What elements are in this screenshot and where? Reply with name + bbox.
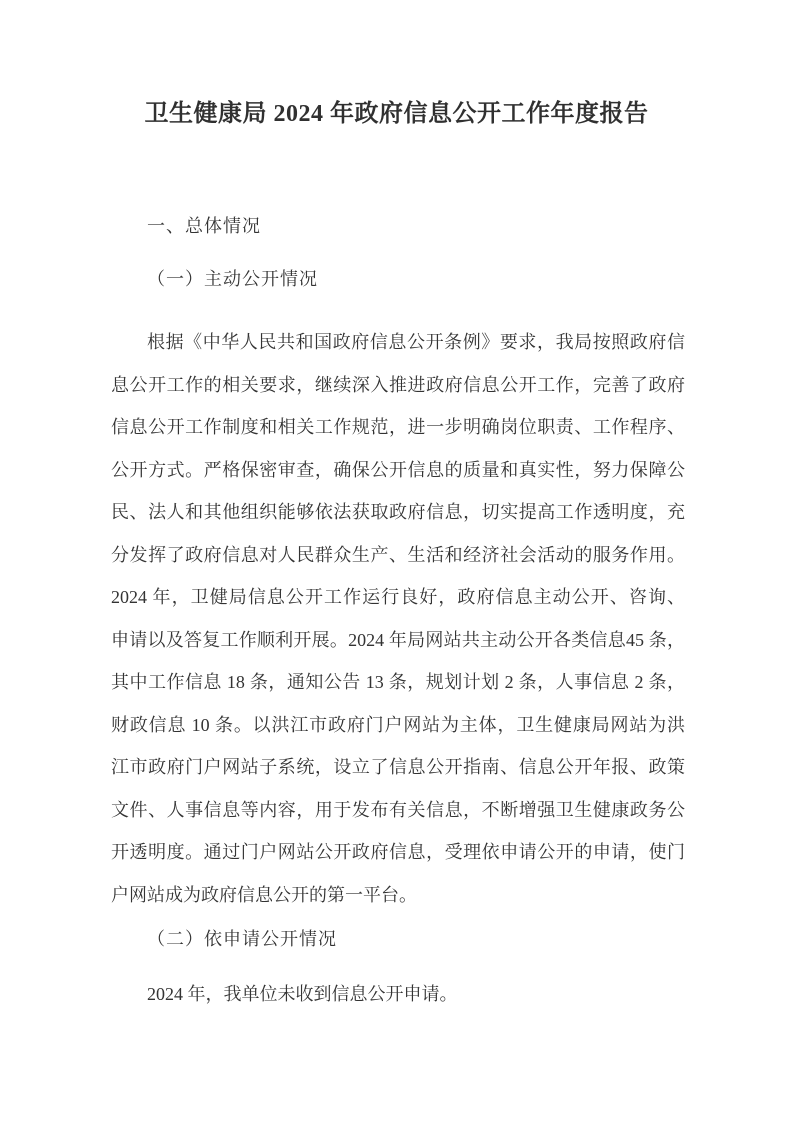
report-title: 卫生健康局 2024 年政府信息公开工作年度报告 [144, 101, 649, 127]
section-heading-overall: 一、总体情况 [147, 216, 261, 236]
text-line: 公开方式。严格保密审查，确保公开信息的质量和真实性，努力保障公 [111, 459, 685, 480]
text-line: 户网站成为政府信息公开的第一平台。 [111, 884, 417, 905]
text-line: 江市政府门户网站子系统，设立了信息公开指南、信息公开年报、政策 [111, 757, 685, 777]
text-line: 申请以及答复工作顺利开展。2024 年局网站共主动公开各类信息45 条， [111, 629, 685, 650]
text-line: 信息公开工作制度和相关工作规范，进一步明确岗位职责、工作程序、 [111, 417, 685, 437]
paragraph-proactive-disclosure [111, 321, 685, 916]
text-line: 财政信息 10 条。以洪江市政府门户网站为主体，卫生健康局网站为洪 [111, 714, 685, 735]
subsection-heading-proactive-disclosure: （一）主动公开情况 [147, 269, 318, 289]
subsection-heading-disclosure-by-request: （二）依申请公开情况 [147, 929, 337, 949]
text-line: 根据《中华人民共和国政府信息公开条例》要求，我局按照政府信 [147, 332, 685, 352]
text-line: 息公开工作的相关要求，继续深入推进政府信息公开工作，完善了政府 [111, 374, 685, 395]
text-line: 文件、人事信息等内容，用于发布有关信息，不断增强卫生健康政务公 [111, 799, 685, 820]
text-line: 2024 年，我单位未收到信息公开申请。 [147, 984, 458, 1004]
text-line: 分发挥了政府信息对人民群众生产、生活和经济社会活动的服务作用。 [111, 544, 685, 565]
text-line: 2024 年，卫健局信息公开工作运行良好，政府信息主动公开、咨询、 [111, 587, 685, 607]
text-line: 其中工作信息 18 条，通知公告 13 条，规划计划 2 条，人事信息 2 条， [111, 672, 685, 692]
text-line: 开透明度。通过门户网站公开政府信息，受理依申请公开的申请，使门 [111, 842, 685, 862]
paragraph-disclosure-by-request [111, 973, 685, 1016]
text-line: 民、法人和其他组织能够依法获取政府信息，切实提高工作透明度，充 [111, 502, 685, 522]
